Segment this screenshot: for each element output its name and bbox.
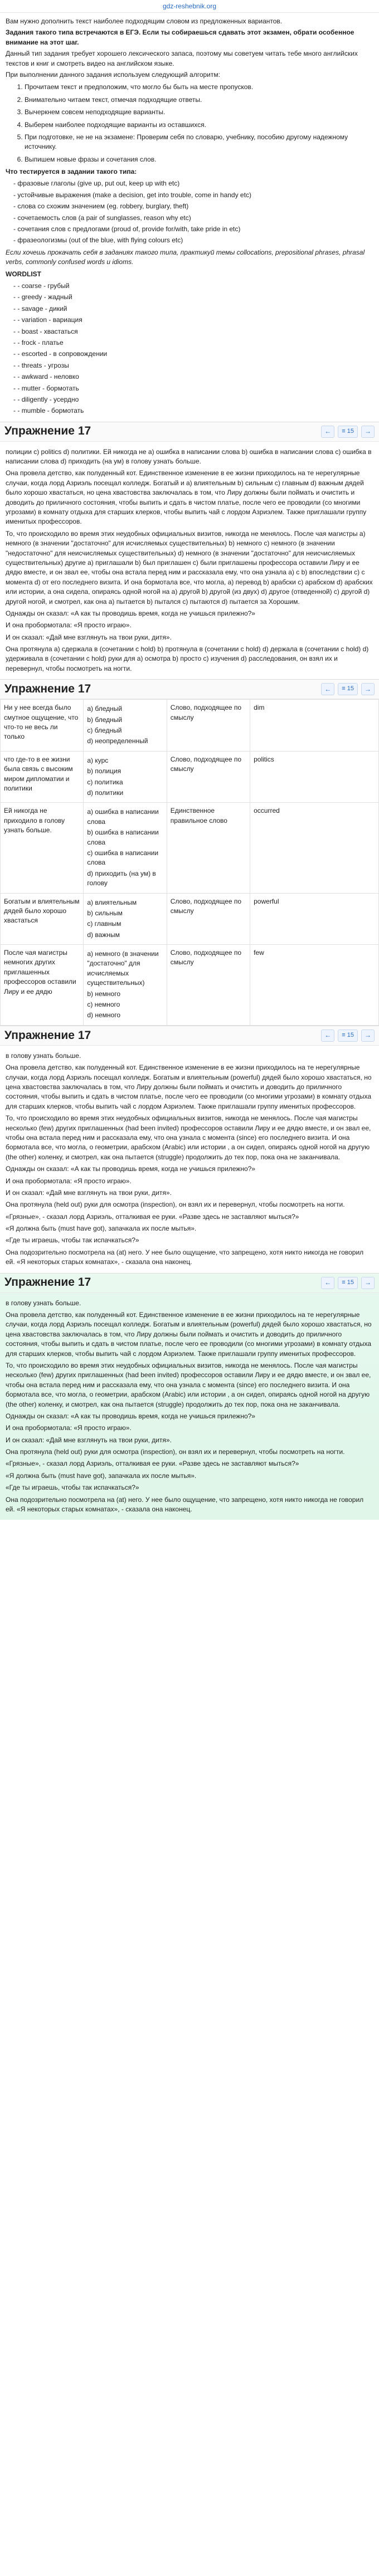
table-row: [1, 803, 379, 893]
step-5: 5. При подготовке, не не на экзамене: Проверим себя по словарю, учебнику, пособию другому надежному источнику.: [25, 133, 373, 152]
exercise-section-1: [0, 422, 379, 680]
exercise-section-2: [0, 679, 379, 1026]
table-row: [1, 945, 379, 1026]
site-header: [0, 0, 379, 13]
table-cell-answer: few: [250, 945, 379, 1026]
para: Она подозрительно посмотрела на (at) него. У нее было ощущение, что запрещено, хотя никто никогда не говорил ей. «Я некоторых старых комнатах», - сказала она наконец.: [6, 1248, 364, 1266]
intro-p6: Если хочешь прокачать себя в заданиях такого типа, практикуй темы collocations, prepositional phrases, phrasal verbs, commonly confused words и idioms.: [6, 248, 365, 266]
page-indicator[interactable]: ≡ 15: [338, 683, 358, 695]
section-title-bar: [0, 1026, 379, 1046]
list-icon: ≡: [342, 685, 346, 692]
para: «Я должна быть (must have got), запачкала их после мытья».: [6, 1224, 197, 1233]
tested-list: [8, 179, 373, 245]
next-page-button[interactable]: [361, 683, 375, 695]
word-9: - - awkward - неловко: [13, 372, 373, 382]
para: Она провела детство, как полуденный кот. Единственное изменение в ее жизни приходилось на те нерегулярные случаи, когда лорд Азриэль посещал колледж. Богатым и влиятельным (powerful) дядей было хорошо хвастаться, но цена хвастовства заключалась в том, что Лиру должны были поймать и очистить и доводить до приличного состояния, чтобы выпить и сдать в чистом платье, после чего ее проводили (со многими угрозами) в комнату отдыха для старших клерков, чтобы выпить чай с лордом Азриэлем. Также приглашали группу именитых профессоров.: [6, 1311, 372, 1358]
section-title-bar: [0, 422, 379, 442]
table-cell-options: а) ошибка в написании слова b) ошибка в написании слова с) ошибка в написании слова d) приходить (на ум) в голову: [84, 803, 167, 893]
table-row: [1, 751, 379, 803]
table-cell-text: Ей никогда не приходило в голову узнать больше.: [1, 803, 84, 893]
table-cell-text: После чая магистры немногих других приглашенных профессоров оставили Лиру и ее дядю: [1, 945, 84, 1026]
site-domain[interactable]: gdz-reshebnik.org: [162, 2, 217, 10]
section-title-bar: [0, 1274, 379, 1293]
section-title: Упражнение 17: [4, 1276, 91, 1289]
tested-2: - устойчивые выражения (make a decision, get into trouble, come in handy etc): [13, 191, 373, 200]
prev-page-button[interactable]: [321, 683, 334, 695]
next-page-button[interactable]: [361, 1277, 375, 1289]
para: Она протянула (held out) руки для осмотра (inspection), он взял их и перевернул, чтобы посмотреть на ногти.: [6, 1201, 345, 1209]
word-3: - - savage - дикий: [13, 304, 373, 314]
table-cell-options: а) бледный b) бледный с) бледный d) неопределенный: [84, 700, 167, 752]
table-cell-answer: powerful: [250, 893, 379, 945]
intro-p3: Данный тип задания требует хорошего лексического запаса, поэтому мы советуем читать тебе много английских текстов и книг и смотреть видео на английском языке.: [6, 50, 358, 67]
wordlist-title: WORDLIST: [6, 270, 41, 278]
word-4: - - variation - вариация: [13, 315, 373, 325]
para: То, что происходило во время этих неудобных официальных визитов, никогда не менялось. После чая магистры а) немного (в значении "достаточно" для исчисляемых существительных) b) немного с) немного (в значении "недостаточно" для неисчисляемых существительных) d) немного (в значении "достаточно" для неисчисляемых существительных) другие а) приглашали b) был приглашен c) были приглашены профессора оставили Лиру и ее дядю вместе, и он звал ее, чтобы она встала перед ним и рассказала ему, что она узнала а) с b) впоследствии с) с момента d) от его последнего визита. И она бормотала все, что могла, а) перевод b) арабски c) арабском d) арабских или истории, а она сидела, опираясь одной ногой на а) другой b) другой (из двух) d) другое (отведенной) с) другой d) другой ногой, и смотрел, как она а) пытается b) пытался с) пытаются d) пытается за Хорошим.: [6, 529, 373, 606]
table-cell-options: а) курс b) полиция с) политика d) политики: [84, 751, 167, 803]
answer-table: [0, 699, 379, 1026]
para: И она пробормотала: «Я просто играю».: [6, 621, 132, 630]
table-cell-reason: Слово, подходящее по смыслу: [167, 751, 250, 803]
arrow-right-icon: →: [365, 685, 371, 693]
para: Она провела детство, как полуденный кот. Единственное изменение в ее жизни приходилось на те нерегулярные случаи, когда лорд Азриэль посещал колледж. Богатый и а) влиятельным b) сильным c) главным d) важным дядей было хорошо хвастаться, но цена хвастовства заключалась в том, что Лиру должны были поймать и очистить и доводить до приличного состояния, чтобы выпить и сдать в чистом платье, после чего ее проводили (со многими угрозами) в комнату отдыха для старших клерков, чтобы выпить чай с лордом Азриэлем. Также приглашали группу именитых профессоров.: [6, 469, 367, 526]
page-indicator[interactable]: ≡ 15: [338, 1277, 358, 1289]
table-cell-reason: Единственное правильное слово: [167, 803, 250, 893]
article-intro: [0, 13, 379, 422]
prev-page-button[interactable]: [321, 1030, 334, 1042]
para: То, что происходило во время этих неудобных официальных визитов, никогда не менялось. После чая магистры несколько (few) других приглашенных (had been invited) профессоров оставили Лиру и ее дядю вместе, и он звал ее, чтобы она встала перед ним и рассказала ему, что она узнала с момента (since) его последнего визита. И она бормотала все, что могла, о геометрии, арабском (Arabic) или истории , а он сидел, опираясь одной ногой на другую (the other) коленку, и смотрел, как она пытается (struggle) продолжить до тех пор, пока она не заканчивала.: [6, 1114, 371, 1161]
intro-p1: Вам нужно дополнить текст наиболее подходящим словом из предложенных вариантов.: [6, 17, 283, 25]
para: Она подозрительно посмотрела на (at) него. У нее было ощущение, что запрещено, хотя никто никогда не говорил ей. «Я некоторых старых комнатах», - сказала она наконец.: [6, 1495, 364, 1514]
section-content: [0, 1293, 379, 1520]
section-content: [0, 442, 379, 680]
para: И он сказал: «Дай мне взглянуть на твои руки, дитя».: [6, 1436, 172, 1444]
arrow-right-icon: →: [365, 1278, 371, 1286]
tested-4: - сочетаемость слов (a pair of sunglasses, reason why etc): [13, 213, 373, 223]
section-nav: [321, 426, 375, 438]
step-1: 1. Прочитаем текст и предположим, что могло бы быть на месте пропусков.: [25, 82, 373, 92]
tested-3: - слова со схожим значением (eg. robbery, burglary, theft): [13, 202, 373, 211]
para: Однажды он сказал: «А как ты проводишь время, когда не учишься прилежно?»: [6, 609, 255, 617]
table-cell-text: что где-то в ее жизни была связь с высоким миром дипломатии и политики: [1, 751, 84, 803]
para: И он сказал: «Дай мне взглянуть на твои руки, дитя».: [6, 633, 172, 641]
table-cell-answer: dim: [250, 700, 379, 752]
list-icon: ≡: [342, 1279, 346, 1286]
para: «Грязные», - сказал лорд Азриэль, отталкивая ее руки. «Разве здесь не заставляют мыться?»: [6, 1460, 299, 1468]
arrow-left-icon: ←: [324, 1278, 332, 1286]
next-page-button[interactable]: [361, 426, 375, 438]
page-indicator[interactable]: ≡ 15: [338, 426, 358, 438]
exercise-section-3: [0, 1026, 379, 1273]
section-title: Упражнение 17: [4, 425, 91, 438]
para: «Грязные», - сказал лорд Азриэль, отталкивая ее руки. «Разве здесь не заставляют мыться?»: [6, 1212, 299, 1221]
table-row: [1, 700, 379, 752]
arrow-left-icon: ←: [324, 427, 332, 435]
para: в голову узнать больше.: [6, 1299, 81, 1307]
algorithm-steps: [17, 82, 373, 164]
prev-page-button[interactable]: [321, 426, 334, 438]
table-cell-reason: Слово, подходящее по смыслу: [167, 893, 250, 945]
table-cell-reason: Слово, подходящее по смыслу: [167, 700, 250, 752]
intro-p2: Задания такого типа встречаются в ЕГЭ. Если ты собираешься сдавать этот экзамен, обрати особенное внимание на этот шаг.: [6, 28, 354, 46]
para: Однажды он сказал: «А как ты проводишь время, когда не учишься прилежно?»: [6, 1412, 255, 1420]
word-8: - - threats - угрозы: [13, 361, 373, 370]
arrow-left-icon: ←: [324, 1031, 332, 1040]
para: И он сказал: «Дай мне взглянуть на твои руки, дитя».: [6, 1188, 172, 1197]
intro-p5: Что тестируется в задании такого типа:: [6, 168, 137, 176]
word-6: - - frock - платье: [13, 338, 373, 348]
list-icon: ≡: [342, 1031, 346, 1038]
table-cell-reason: Слово, подходящее по смыслу: [167, 945, 250, 1026]
arrow-right-icon: →: [365, 1031, 371, 1040]
step-4: 4. Выберем наиболее подходящие варианты из оставшихся.: [25, 120, 373, 130]
para: в голову узнать больше.: [6, 1051, 81, 1060]
tested-1: - фразовые глаголы (give up, put out, keep up with etc): [13, 179, 373, 188]
para: Она протянула (held out) руки для осмотра (inspection), он взял их и перевернул, чтобы посмотреть на ногти.: [6, 1448, 345, 1456]
page-indicator[interactable]: ≡ 15: [338, 1030, 358, 1042]
table-cell-answer: occurred: [250, 803, 379, 893]
table-cell-options: а) влиятельным b) сильным с) главным d) важным: [84, 893, 167, 945]
para: Она протянула а) сдержала в (сочетании с hold) b) протянула в (сочетании с hold) d) держала в (сочетании с hold) d) удерживала в (сочетании с hold) руки для а) осмотра b) просто с) изучения d) расследования, он взял их и перевернул, чтобы посмотреть на ногти.: [6, 645, 369, 672]
table-cell-text: Богатым и влиятельным дядей было хорошо хвастаться: [1, 893, 84, 945]
step-3: 3. Вычеркнем совсем неподходящие варианты.: [25, 108, 373, 117]
para: «Где ты играешь, чтобы так испачкаться?»: [6, 1236, 139, 1245]
para: «Где ты играешь, чтобы так испачкаться?»: [6, 1484, 139, 1492]
section-title: Упражнение 17: [4, 682, 91, 696]
section-nav: [321, 1277, 375, 1289]
para: То, что происходило во время этих неудобных официальных визитов, никогда не менялось. После чая магистры несколько (few) других приглашенных (had been invited) профессоров оставили Лиру и ее дядю вместе, и он звал ее, чтобы она встала перед ним и рассказала ему, что она узнала с момента (since) его последнего визита. И она бормотала все, что могла, о геометрии, арабском (Arabic) или истории , а он сидел, опираясь одной ногой на другую (the other) коленку, и смотрел, как она пытается (struggle) продолжить до тех пор, пока она не заканчивала.: [6, 1361, 371, 1408]
table-cell-text: Ни у нее всегда было смутное ощущение, что что-то не весь ли только: [1, 700, 84, 752]
word-2: - - greedy - жадный: [13, 292, 373, 302]
para: «Я должна быть (must have got), запачкала их после мытья».: [6, 1471, 197, 1480]
prev-page-button[interactable]: [321, 1277, 334, 1289]
next-page-button[interactable]: [361, 1030, 375, 1042]
exercise-section-4: [0, 1273, 379, 1520]
word-5: - - boast - хвастаться: [13, 327, 373, 336]
arrow-left-icon: ←: [324, 685, 332, 693]
intro-p4: При выполнении данного задания используем следующий алгоритм:: [6, 70, 220, 79]
table-cell-answer: politics: [250, 751, 379, 803]
section-title-bar: [0, 680, 379, 699]
word-7: - - escorted - в сопровождении: [13, 349, 373, 359]
word-11: - - diligently - усердно: [13, 395, 373, 404]
tested-5: - сочетания слов с предлогами (proud of, provide for/with, take pride in etc): [13, 225, 373, 234]
para: Однажды он сказал: «А как ты проводишь время, когда не учишься прилежно?»: [6, 1165, 255, 1173]
para: И она пробормотала: «Я просто играю».: [6, 1424, 132, 1432]
word-1: - - coarse - грубый: [13, 281, 373, 291]
table-cell-options: а) немного (в значении "достаточно" для исчисляемых существительных) b) немного с) немного d) немного: [84, 945, 167, 1026]
section-title: Упражнение 17: [4, 1028, 91, 1042]
step-6: 6. Выпишем новые фразы и сочетания слов.: [25, 155, 373, 164]
table-row: [1, 893, 379, 945]
section-content: [0, 1046, 379, 1273]
list-icon: ≡: [342, 427, 346, 435]
wordlist: [8, 281, 373, 416]
section-nav: [321, 1030, 375, 1042]
para: И она пробормотала: «Я просто играю».: [6, 1177, 132, 1185]
word-12: - - mumble - бормотать: [13, 406, 373, 416]
para: полиции с) politics d) политики. Ей никогда не а) ошибка в написании слова b) ошибка в написании слова с) ошибка в написании слова d) приходить (на ум) в голову узнать больше.: [6, 447, 372, 466]
para: Она провела детство, как полуденный кот. Единственное изменение в ее жизни приходилось на те нерегулярные случаи, когда лорд Азриэль посещал колледж. Богатым и влиятельным (powerful) дядей было хорошо хвастаться, но цена хвастовства заключалась в том, что Лиру должны были поймать и очистить и доводить до приличного состояния, чтобы выпить и сдать в чистом платье, после чего ее проводили (со многими угрозами) в комнату отдыха для старших клерков, чтобы выпить чай с лордом Азриэлем. Также приглашали группу именитых профессоров.: [6, 1063, 372, 1110]
section-nav: [321, 683, 375, 695]
word-10: - - mutter - бормотать: [13, 384, 373, 393]
tested-6: - фразеологизмы (out of the blue, with flying colours etc): [13, 236, 373, 245]
arrow-right-icon: →: [365, 427, 371, 435]
step-2: 2. Внимательно читаем текст, отмечая подходящие ответы.: [25, 95, 373, 105]
